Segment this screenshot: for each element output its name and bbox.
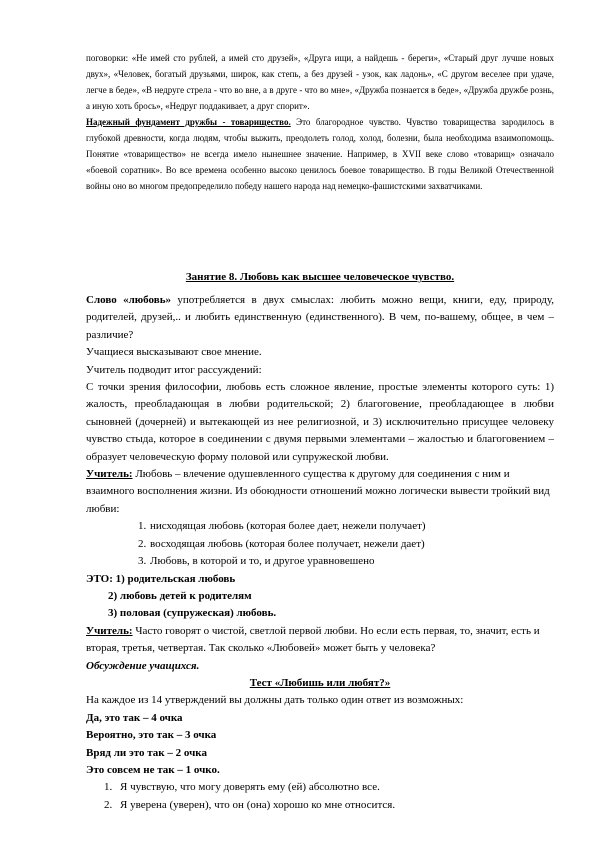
intro-paragraph <box>86 292 554 344</box>
friendship-paragraph <box>86 114 554 194</box>
friendship-term: Надежный фундамент дружбы - товарищество. <box>86 117 291 127</box>
list-item: 1. Я чувствую, что могу доверять ему (ей) абсолютно все. <box>104 781 380 794</box>
scale-item: Да, это так – 4 очка <box>86 711 183 724</box>
test-title: Тест «Любишь или любят?» <box>249 676 391 689</box>
list-item: 2. восходящая любовь (которая более получает, нежели дает) <box>138 537 425 550</box>
teacher-question <box>86 623 554 658</box>
list-item: 1. нисходящая любовь (которая более дает, нежели получает) <box>138 520 426 533</box>
intro-bold: Слово «любовь» <box>86 294 172 306</box>
love-types-list <box>86 518 554 570</box>
lesson-title: Занятие 8. Любовь как высшее человеческое чувство. <box>185 271 455 283</box>
proverbs-section <box>86 50 554 194</box>
discussion-line: Обсуждение учащихся. <box>86 659 200 672</box>
teacher-sums-line: Учитель подводит итог рассуждений: <box>86 363 262 376</box>
eto-line-2: 2) любовь детей к родителям <box>108 589 252 602</box>
teacher-label-2: Учитель: <box>86 624 133 637</box>
eto-line-1: ЭТО: 1) родительская любовь <box>86 572 236 585</box>
teacher-question-text: Часто говорят о чистой, светлой первой любви. Но если есть первая, то, значит, есть и вторая, третья, четвертая. Так сколько «Любовей» может быть у человека? <box>86 624 540 655</box>
list-item: 2. Я уверена (уверен), что он (она) хорошо ко мне относится. <box>104 798 396 811</box>
list-item: 3. Любовь, в которой и то, и другое уравновешено <box>138 555 375 568</box>
proverbs-paragraph: поговорки: «Не имей сто рублей, а имей сто друзей», «Друга ищи, а найдешь - береги», «Старый друг лучше новых двух», «Человек, богатый друзьями, широк, как степь, а без друзей - узок, как ладонь», «С другом веселее при удаче, легче в беде», «В недруге стрела - что во вне, а в друге - что во мне», «Дружба познается в беде», «Дружба дружбе рознь, а иную хоть брось», «Недруг поддакивает, а друг спорит». <box>86 53 554 111</box>
scale-item: Вероятно, это так – 3 очка <box>86 729 217 742</box>
philosophy-paragraph: С точки зрения философии, любовь есть сложное явление, простые элементы которого суть: 1) жалость, преобладающая в любви родительской; 2) благоговение, преобладающее в любви сыновней (дочерней) и вытекающей из нее религиозной, и 3) исключительно присущее человеку чувство стыда, которое в соединении с двумя первыми элементами – жалостью и благоговением – образует человеческую форму половой или супружеской любви. <box>86 381 554 463</box>
teacher-definition <box>86 466 554 518</box>
test-items-list <box>86 779 554 814</box>
teacher-label: Учитель: <box>86 468 133 481</box>
test-instruction: На каждое из 14 утверждений вы должны дать только один ответ из возможных: <box>86 694 464 707</box>
eto-line-3: 3) половая (супружеская) любовь. <box>108 607 277 620</box>
intro-text: употребляется в двух смыслах: любить можно вещи, книги, еду, природу, родителей, друзей,.. и любить единственную (единственного). В чем, по-вашему, общее, в чем – различие? <box>86 294 554 341</box>
scale-item: Вряд ли это так – 2 очка <box>86 746 207 759</box>
lesson-body <box>86 292 554 814</box>
friendship-text: Это благородное чувство. Чувство товарищества зародилось в глубокой древности, когда людям, чтобы выжить, преодолеть голод, холод, болезни, была необходима взаимопомощь. Понятие «товарищество» не всегда имело нынешнее значение. Например, в XVII веке слово «товарищ» означало «боевой соратник». Во все времена особенно высоко ценилось боевое товарищество. В годы Великой Отечественной войны оно во многом предопределило победу нашего народа над немецко-фашистскими захватчиками. <box>86 117 554 191</box>
students-line: Учащиеся высказывают свое мнение. <box>86 346 262 359</box>
teacher-def-text: Любовь – влечение одушевленного существа к другому для соединения с ним и взаимного восполнения жизни. Из обоюдности отношений можно логически вывести тройкий вид любви: <box>86 468 550 515</box>
scale-item: Это совсем не так – 1 очко. <box>86 763 220 776</box>
